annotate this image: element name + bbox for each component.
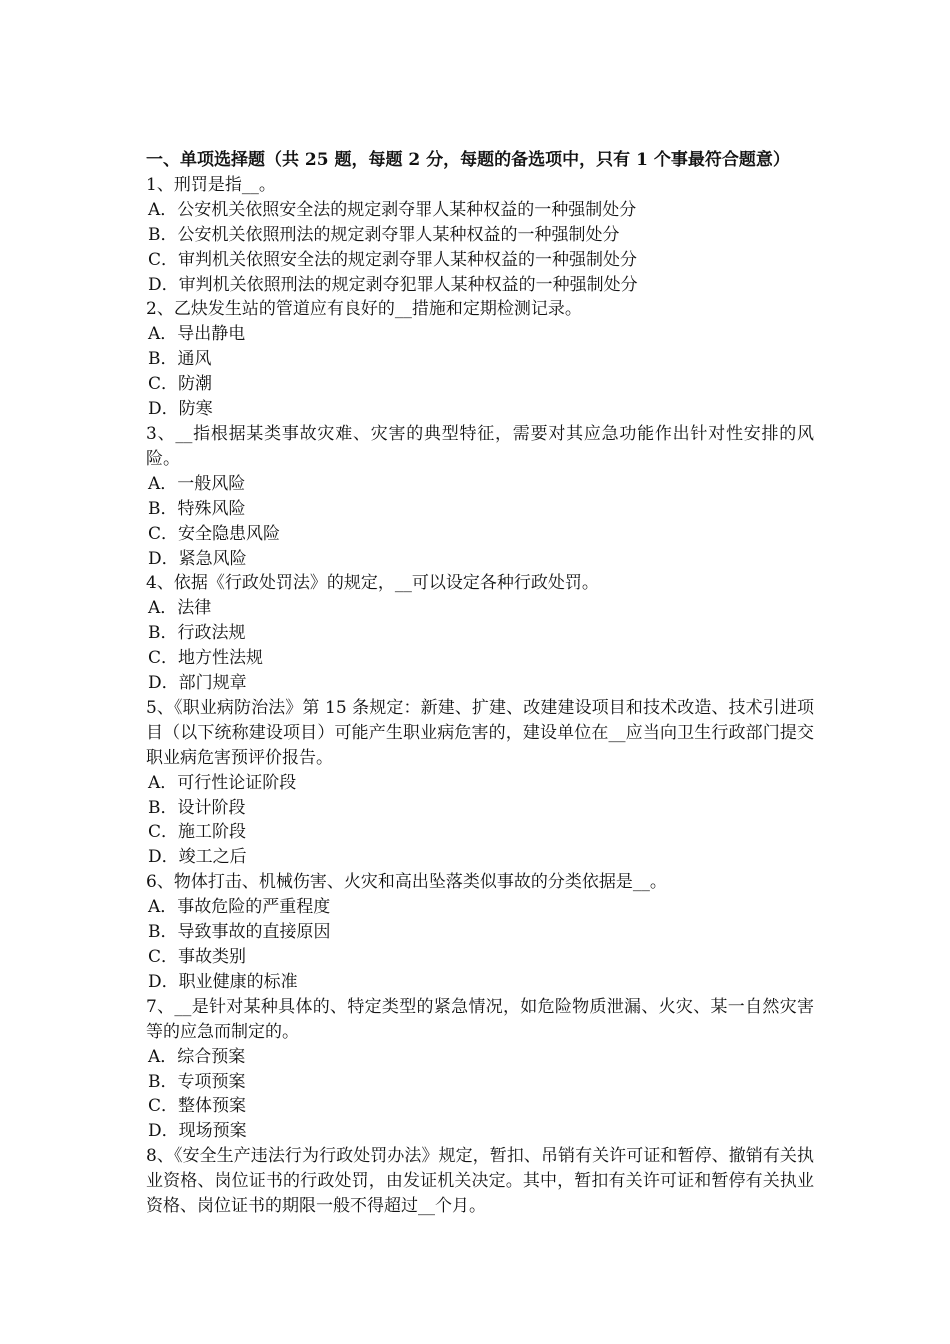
option-letter: B． [148, 498, 178, 519]
option-letter: B． [148, 922, 178, 943]
option-text: 导致事故的直接原因 [177, 922, 331, 943]
question-list [146, 173, 814, 1219]
option-text: 可行性论证阶段 [177, 772, 297, 793]
option-letter: B． [148, 623, 178, 644]
answer-option [146, 771, 814, 796]
option-text: 审判机关依照刑法的规定剥夺犯罪人某种权益的一种强制处分 [178, 274, 638, 295]
option-letter: A． [148, 897, 178, 918]
option-letter: B． [148, 1071, 178, 1092]
answer-option [146, 945, 814, 970]
answer-option [146, 223, 814, 248]
option-text: 地方性法规 [178, 648, 264, 669]
option-text: 职业健康的标准 [178, 971, 298, 992]
question-stem: 8、《安全生产违法行为行政处罚办法》规定，暂扣、吊销有关许可证和暂停、撤销有关执业资格、岗位证书的行政处罚，由发证机关决定。其中，暂扣有关许可证和暂停有关执业资格、岗位证书的期限一般不得超过__个月。 [146, 1146, 814, 1217]
option-letter: A． [148, 598, 178, 619]
question-stem: 1、刑罚是指__。 [146, 174, 276, 195]
answer-option [146, 198, 814, 223]
option-letter: A． [148, 324, 178, 345]
answer-option [146, 1094, 814, 1119]
option-letter: A． [148, 1046, 178, 1067]
question-stem: 5、《职业病防治法》第 15 条规定：新建、扩建、改建建设项目和技术改造、技术引进项目（以下统称建设项目）可能产生职业病危害的，建设单位在__应当向卫生行政部门提交职业病危害预评价报告。 [146, 697, 814, 768]
option-text: 事故类别 [178, 947, 247, 967]
question-stem: 7、__是针对某种具体的、特定类型的紧急情况，如危险物质泄漏、火灾、某一自然灾害等的应急而制定的。 [146, 996, 814, 1042]
question-stem: 4、依据《行政处罚法》的规定，__可以设定各种行政处罚。 [146, 573, 599, 594]
option-letter: B． [148, 349, 178, 370]
answer-option [146, 1119, 814, 1144]
option-text: 现场预案 [178, 1121, 247, 1142]
option-text: 事故危险的严重程度 [177, 897, 331, 918]
option-text: 行政法规 [177, 623, 246, 644]
option-letter: C． [148, 947, 179, 967]
document-page [146, 148, 814, 1219]
answer-option [146, 820, 814, 845]
answer-option [146, 646, 814, 671]
option-text: 一般风险 [177, 473, 246, 494]
option-text: 安全隐患风险 [178, 523, 281, 544]
answer-option [146, 596, 814, 621]
option-text: 特殊风险 [177, 498, 246, 519]
answer-option [146, 920, 814, 945]
option-text: 公安机关依照安全法的规定剥夺罪人某种权益的一种强制处分 [177, 199, 637, 220]
question-block [146, 173, 814, 298]
question-block [146, 422, 814, 571]
question-block [146, 1144, 814, 1219]
option-letter: D． [148, 971, 179, 992]
option-text: 专项预案 [177, 1071, 246, 1092]
question-block [146, 297, 814, 422]
question-block [146, 571, 814, 696]
section-title: 一、单项选择题（共 25 题，每题 2 分，每题的备选项中，只有 1 个事最符合题意） [146, 150, 790, 170]
option-letter: B． [148, 797, 178, 818]
question-stem: 6、物体打击、机械伤害、火灾和高出坠落类似事故的分类依据是__。 [146, 872, 667, 893]
question-stem: 2、乙炔发生站的管道应有良好的__措施和定期检测记录。 [146, 299, 582, 320]
option-letter: A． [148, 199, 178, 220]
option-letter: A． [148, 772, 178, 793]
option-text: 公安机关依照刑法的规定剥夺罪人某种权益的一种强制处分 [177, 224, 620, 245]
option-letter: D． [148, 548, 179, 569]
answer-option [146, 472, 814, 497]
option-letter: C． [148, 523, 179, 544]
question-block [146, 995, 814, 1144]
answer-option [146, 547, 814, 572]
answer-option [146, 970, 814, 995]
answer-option [146, 322, 814, 347]
option-text: 整体预案 [178, 1096, 247, 1117]
question-block [146, 870, 814, 995]
option-letter: D． [148, 673, 179, 694]
option-text: 竣工之后 [178, 847, 247, 868]
option-letter: A． [148, 473, 178, 494]
answer-option [146, 372, 814, 397]
answer-option [146, 522, 814, 547]
option-letter: C． [148, 249, 179, 270]
answer-option [146, 248, 814, 273]
option-letter: B． [148, 224, 178, 245]
answer-option [146, 796, 814, 821]
option-text: 设计阶段 [177, 797, 246, 818]
answer-option [146, 397, 814, 422]
option-letter: C． [148, 374, 179, 395]
answer-option [146, 273, 814, 298]
option-letter: D． [148, 399, 179, 420]
answer-option [146, 1070, 814, 1095]
option-text: 审判机关依照安全法的规定剥夺罪人某种权益的一种强制处分 [178, 249, 638, 270]
option-letter: D． [148, 274, 179, 295]
option-text: 防潮 [178, 374, 213, 395]
option-text: 紧急风险 [178, 548, 247, 569]
answer-option [146, 497, 814, 522]
answer-option [146, 895, 814, 920]
option-letter: D． [148, 1121, 179, 1142]
option-letter: C． [148, 648, 179, 669]
answer-option [146, 1045, 814, 1070]
answer-option [146, 845, 814, 870]
option-letter: D． [148, 847, 179, 868]
option-text: 法律 [177, 598, 212, 619]
option-text: 防寒 [178, 399, 213, 420]
answer-option [146, 621, 814, 646]
option-letter: C． [148, 1096, 179, 1117]
answer-option [146, 671, 814, 696]
option-text: 施工阶段 [178, 822, 247, 843]
option-text: 部门规章 [178, 673, 247, 694]
answer-option [146, 347, 814, 372]
question-block [146, 696, 814, 870]
option-text: 通风 [177, 349, 212, 370]
option-letter: C． [148, 822, 179, 843]
question-stem: 3、__指根据某类事故灾难、灾害的典型特征，需要对其应急功能作出针对性安排的风险。 [146, 423, 814, 469]
option-text: 综合预案 [177, 1046, 246, 1067]
option-text: 导出静电 [177, 324, 246, 345]
